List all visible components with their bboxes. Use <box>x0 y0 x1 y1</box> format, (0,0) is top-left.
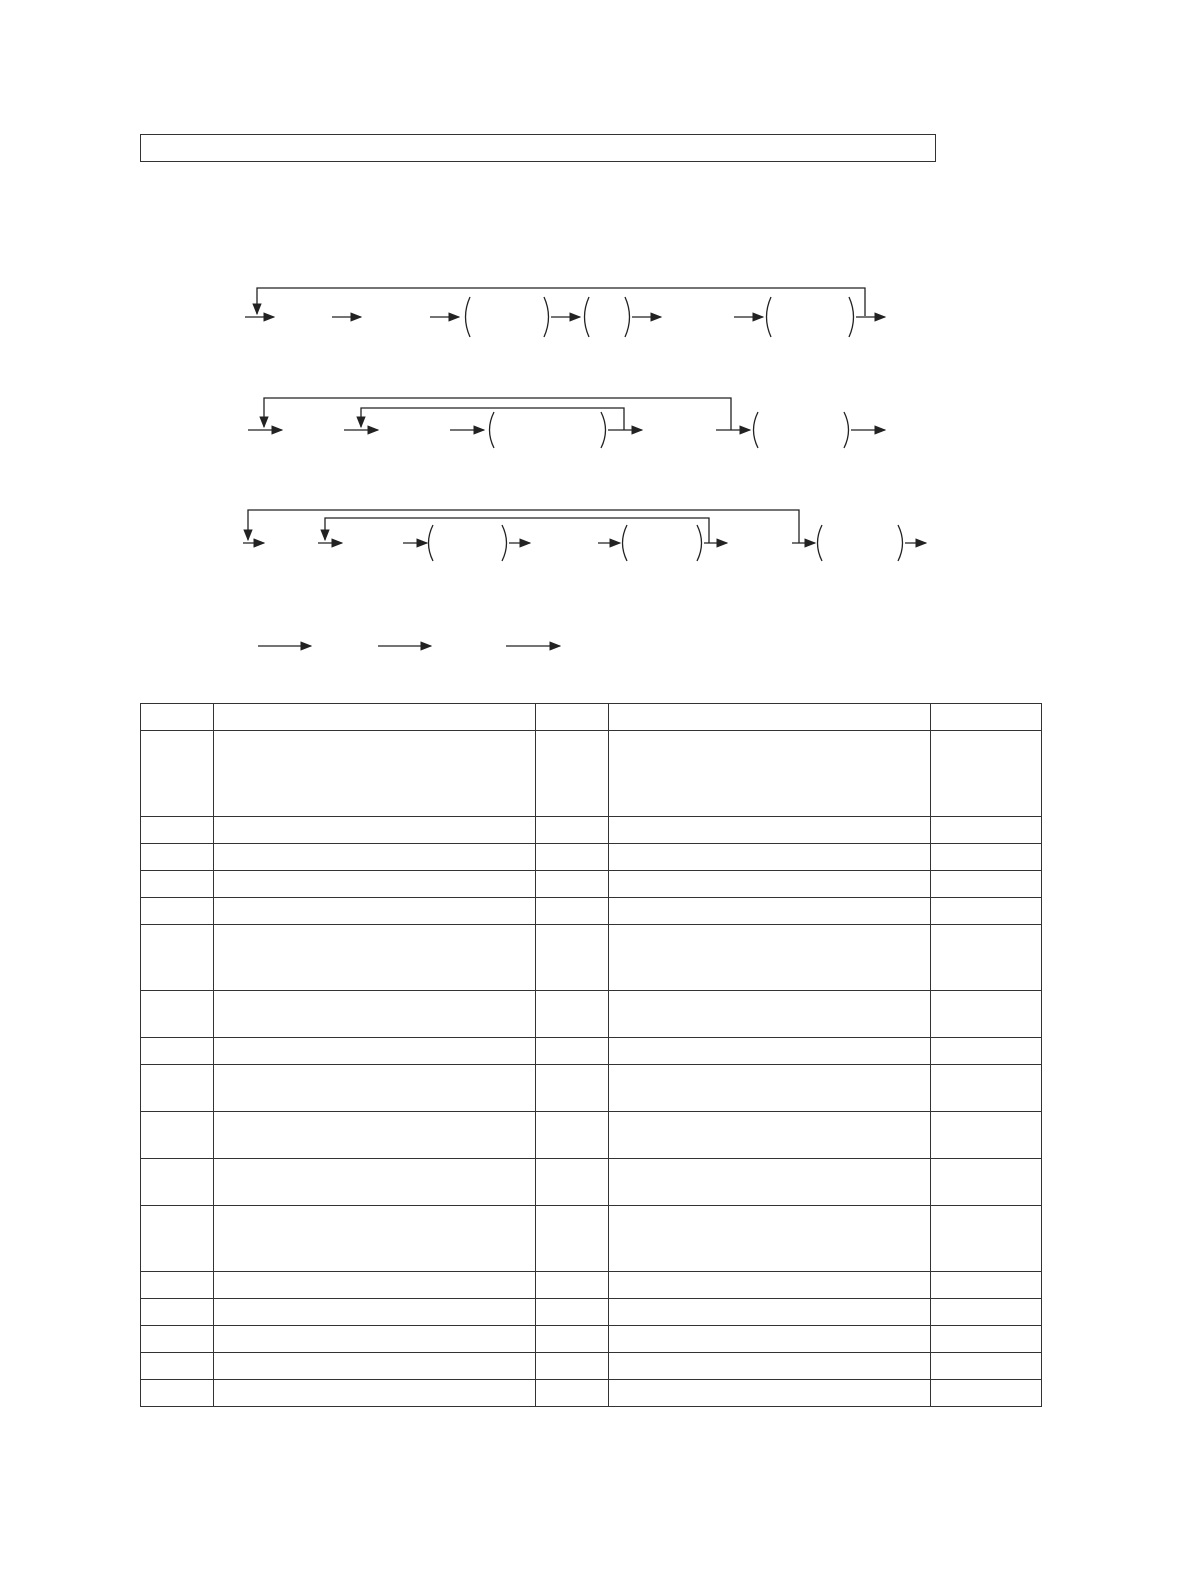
table-cell <box>214 1299 536 1326</box>
table-cell <box>214 731 536 817</box>
column-header <box>141 704 214 731</box>
table-cell <box>536 1380 609 1407</box>
table-row <box>141 731 1042 817</box>
table-cell <box>214 1353 536 1380</box>
table-cell <box>609 1038 931 1065</box>
table-cell <box>609 1206 931 1272</box>
bracket-open <box>767 297 772 337</box>
table-cell <box>609 817 931 844</box>
table-cell <box>931 1353 1042 1380</box>
table-row <box>141 1326 1042 1353</box>
table-cell <box>214 1326 536 1353</box>
table-cell <box>214 1065 536 1112</box>
sequence-3 <box>243 510 926 561</box>
sequence-2 <box>248 398 885 448</box>
bracket-open <box>754 412 759 448</box>
table-cell <box>141 898 214 925</box>
table-cell <box>536 731 609 817</box>
table-cell <box>609 731 931 817</box>
table-cell <box>214 1159 536 1206</box>
table-cell <box>141 1326 214 1353</box>
table-cell <box>536 1065 609 1112</box>
table-cell <box>214 1206 536 1272</box>
table-row <box>141 1206 1042 1272</box>
table-cell <box>214 925 536 991</box>
table-cell <box>536 991 609 1038</box>
bracket-close <box>544 297 549 337</box>
bracket-close <box>625 297 630 337</box>
table-cell <box>609 991 931 1038</box>
table-row <box>141 844 1042 871</box>
table-cell <box>609 1380 931 1407</box>
bracket-open <box>585 297 590 337</box>
table-row <box>141 1112 1042 1159</box>
table-cell <box>931 1112 1042 1159</box>
column-header <box>214 704 536 731</box>
table-cell <box>141 1272 214 1299</box>
table-cell <box>931 844 1042 871</box>
table-row <box>141 871 1042 898</box>
loop-line-inner <box>325 518 709 543</box>
table-cell <box>609 925 931 991</box>
table-cell <box>214 1112 536 1159</box>
table-cell <box>141 1380 214 1407</box>
column-header <box>609 704 931 731</box>
table-cell <box>609 1353 931 1380</box>
table-row <box>141 1272 1042 1299</box>
table-cell <box>141 925 214 991</box>
table-cell <box>931 898 1042 925</box>
table-cell <box>609 1065 931 1112</box>
table-cell <box>214 991 536 1038</box>
table-cell <box>141 1038 214 1065</box>
table-cell <box>141 1159 214 1206</box>
table-cell <box>141 871 214 898</box>
table-cell <box>141 991 214 1038</box>
table-cell <box>214 871 536 898</box>
table-cell <box>536 1206 609 1272</box>
bracket-open <box>623 525 628 561</box>
bracket-close <box>844 412 849 448</box>
table-header-row <box>141 704 1042 731</box>
bracket-close <box>898 525 903 561</box>
table-cell <box>609 844 931 871</box>
bracket-close <box>849 297 854 337</box>
table-cell <box>931 731 1042 817</box>
table-cell <box>141 817 214 844</box>
loop-line <box>257 288 865 316</box>
table-cell <box>931 1299 1042 1326</box>
table-cell <box>536 1353 609 1380</box>
sequence-1 <box>245 288 885 337</box>
table-row <box>141 991 1042 1038</box>
table-cell <box>931 991 1042 1038</box>
table-cell <box>931 1159 1042 1206</box>
table-row <box>141 925 1042 991</box>
table-cell <box>931 1380 1042 1407</box>
table-cell <box>609 1299 931 1326</box>
table-cell <box>141 844 214 871</box>
bracket-open <box>466 297 471 337</box>
table-cell <box>214 817 536 844</box>
table-cell <box>141 731 214 817</box>
table-cell <box>141 1112 214 1159</box>
table-cell <box>931 871 1042 898</box>
table-cell <box>141 1299 214 1326</box>
table-cell <box>141 1353 214 1380</box>
table-cell <box>609 1326 931 1353</box>
bracket-open <box>429 525 434 561</box>
table-cell <box>931 1206 1042 1272</box>
table-cell <box>214 898 536 925</box>
table-cell <box>536 817 609 844</box>
table-cell <box>536 1299 609 1326</box>
loop-line-inner <box>361 408 624 430</box>
table-row <box>141 898 1042 925</box>
bracket-close <box>697 525 702 561</box>
table-cell <box>536 1159 609 1206</box>
table-cell <box>141 1206 214 1272</box>
table-cell <box>931 817 1042 844</box>
key-sequence-diagram <box>0 0 1190 700</box>
table-cell <box>931 1038 1042 1065</box>
table-cell <box>536 844 609 871</box>
loop-line-outer <box>248 510 799 543</box>
table-row <box>141 1159 1042 1206</box>
table-cell <box>931 925 1042 991</box>
table-cell <box>536 898 609 925</box>
column-header <box>536 704 609 731</box>
table-cell <box>214 844 536 871</box>
table-cell <box>609 1159 931 1206</box>
table-row <box>141 1353 1042 1380</box>
table-cell <box>536 1326 609 1353</box>
table-row <box>141 817 1042 844</box>
table-cell <box>536 925 609 991</box>
table-cell <box>536 1272 609 1299</box>
bracket-close <box>502 525 507 561</box>
table-cell <box>214 1380 536 1407</box>
table-cell <box>609 898 931 925</box>
bracket-open <box>818 525 823 561</box>
bracket-close <box>601 412 606 448</box>
table-cell <box>536 871 609 898</box>
table-cell <box>931 1065 1042 1112</box>
table-cell <box>214 1272 536 1299</box>
table-cell <box>141 1065 214 1112</box>
column-header <box>931 704 1042 731</box>
table-cell <box>214 1038 536 1065</box>
table-cell <box>609 871 931 898</box>
table-cell <box>609 1112 931 1159</box>
table-row <box>141 1038 1042 1065</box>
operations-table <box>140 703 1042 1407</box>
table-row <box>141 1065 1042 1112</box>
table-row <box>141 1299 1042 1326</box>
table-cell <box>931 1272 1042 1299</box>
table-row <box>141 1380 1042 1407</box>
bracket-open <box>490 412 495 448</box>
table-cell <box>536 1112 609 1159</box>
table-cell <box>609 1272 931 1299</box>
loop-line-outer <box>264 398 731 430</box>
table-cell <box>536 1038 609 1065</box>
table-cell <box>931 1326 1042 1353</box>
